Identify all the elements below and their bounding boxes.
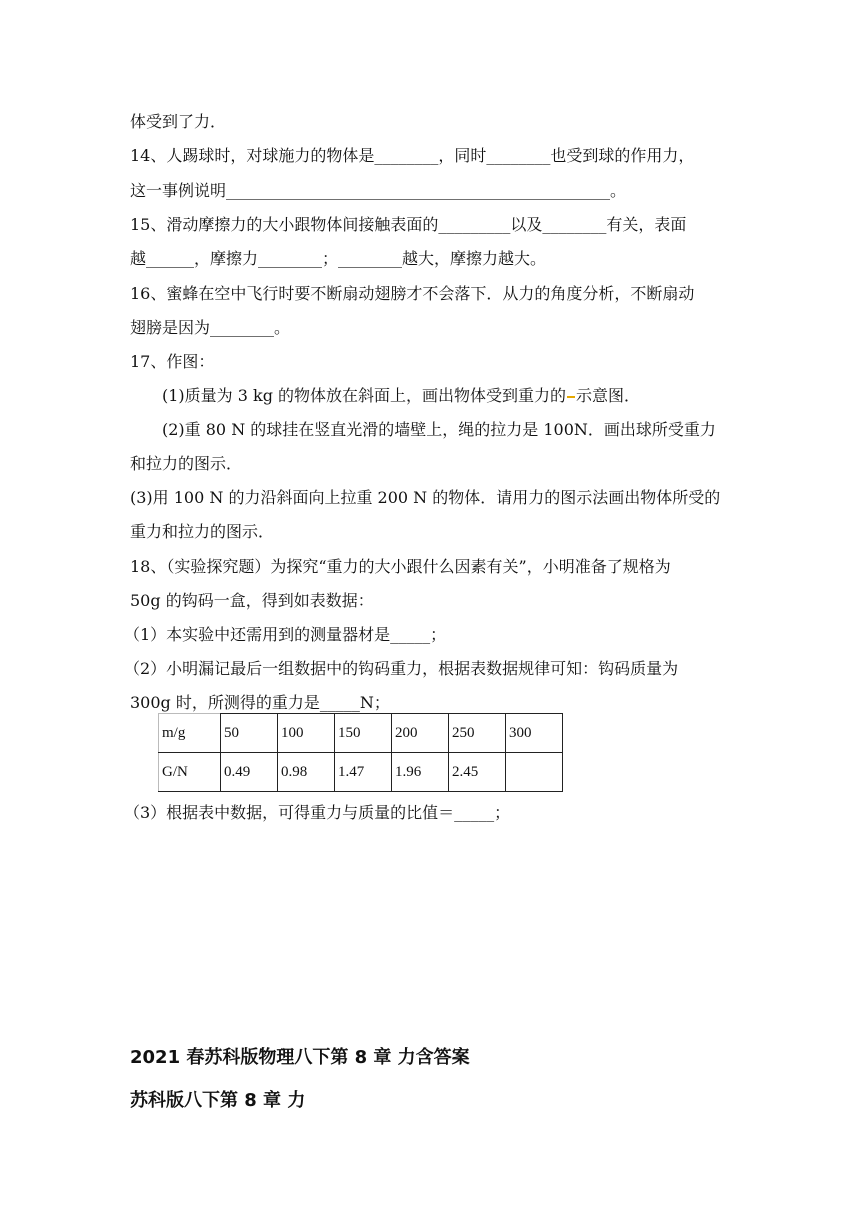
question-17-part-3-line-1: (3)用 100 N 的力沿斜面向上拉重 200 N 的物体．请用力的图示法画出物体所受的 [130, 488, 721, 507]
data-table [158, 713, 563, 792]
table-cell: 0.49 [221, 753, 278, 792]
table-cell: 300 [506, 714, 563, 753]
question-18-line-2: 50g 的钩码一盒，得到如表数据： [130, 591, 374, 610]
question-15-line-2: 越______，摩擦力________；________越大，摩擦力越大。 [130, 249, 547, 268]
question-18-part-3: （3）根据表中数据，可得重力与质量的比值＝_____； [124, 803, 511, 822]
edit-mark-icon [567, 396, 575, 398]
table-cell [506, 753, 563, 792]
table-cell: 150 [335, 714, 392, 753]
question-18-part-1: （1）本实验中还需用到的测量器材是_____； [124, 625, 447, 644]
chapter-heading: 苏科版八下第 8 章 力 [130, 1090, 306, 1111]
table-cell: 250 [449, 714, 506, 753]
question-14-line-2: 这一事例说明________________________________________________。 [130, 181, 627, 200]
question-17-title: 17、作图： [130, 352, 215, 371]
question-17-part-3-line-2: 重力和拉力的图示． [130, 522, 275, 541]
question-17-part-2-line-1: (2)重 80 N 的球挂在竖直光滑的墙壁上，绳的拉力是 100N．画出球所受重力 [162, 420, 716, 439]
table-cell: 1.96 [392, 753, 449, 792]
table-cell: G/N [159, 753, 221, 792]
table-cell: 200 [392, 714, 449, 753]
table-row [159, 753, 563, 792]
question-16-line-2: 翅膀是因为________。 [130, 318, 291, 337]
question-14-line-1: 14、人踢球时，对球施力的物体是________，同时________也受到球的作用力， [130, 146, 695, 165]
table-cell: 50 [221, 714, 278, 753]
q17-1-text-b: 示意图． [576, 386, 641, 405]
question-16-line-1: 16、蜜蜂在空中飞行时要不断扇动翅膀才不会落下．从力的角度分析，不断扇动 [130, 284, 695, 303]
text-line: 体受到了力． [130, 112, 227, 131]
q17-1-text-a: (1)质量为 3 kg 的物体放在斜面上，画出物体受到重力的 [162, 386, 567, 405]
document-heading: 2021 春苏科版物理八下第 8 章 力含答案 [130, 1047, 470, 1068]
table-cell: 100 [278, 714, 335, 753]
table-cell: 2.45 [449, 753, 506, 792]
question-18-part-2-line-2: 300g 时，所测得的重力是_____N； [130, 693, 390, 712]
question-17-part-2-line-2: 和拉力的图示． [130, 454, 243, 473]
question-18-line-1: 18、（实验探究题）为探究“重力的大小跟什么因素有关”，小明准备了规格为 [130, 557, 671, 576]
table-cell: 1.47 [335, 753, 392, 792]
table-row [159, 714, 563, 753]
table-cell: 0.98 [278, 753, 335, 792]
table-cell: m/g [159, 714, 221, 753]
question-17-part-1 [162, 385, 762, 407]
question-15-line-1: 15、滑动摩擦力的大小跟物体间接触表面的_________以及________有关，表面 [130, 215, 687, 234]
question-18-part-2-line-1: （2）小明漏记最后一组数据中的钩码重力，根据表数据规律可知：钩码质量为 [124, 659, 679, 678]
